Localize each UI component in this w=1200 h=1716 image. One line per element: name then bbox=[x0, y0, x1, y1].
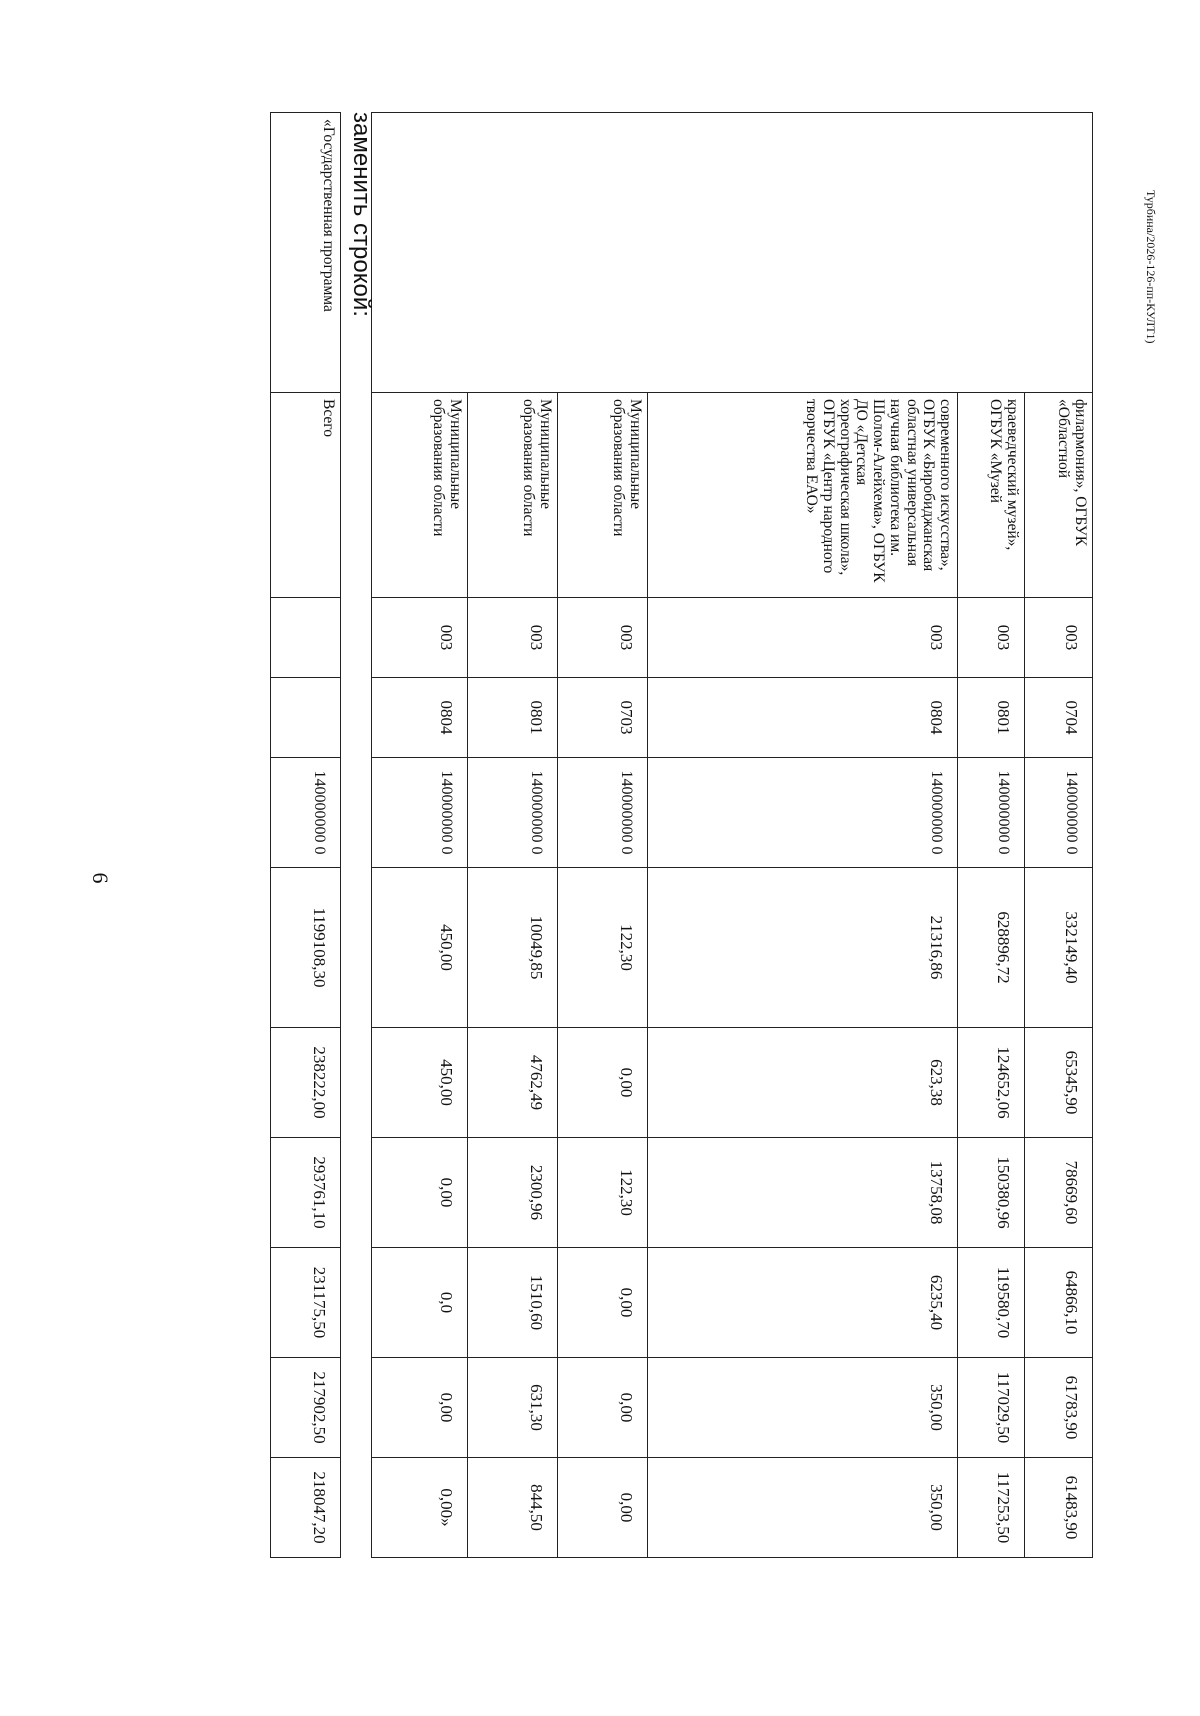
value-cell: 217902,50 bbox=[271, 1358, 341, 1458]
rz-cell: 0801 bbox=[958, 678, 1025, 758]
replace-label: заменить строкой: bbox=[348, 112, 375, 317]
grbs-cell: 003 bbox=[558, 598, 648, 678]
csr-cell: 140000000 0 bbox=[648, 758, 958, 868]
value-cell: 64866,10 bbox=[1025, 1248, 1093, 1358]
value-cell: 117029,50 bbox=[958, 1358, 1025, 1458]
value-cell: 231175,50 bbox=[271, 1248, 341, 1358]
org-cell: Муниципальные образования области bbox=[372, 393, 468, 598]
value-cell: 350,00 bbox=[648, 1458, 958, 1558]
value-cell: 13758,08 bbox=[648, 1138, 958, 1248]
rz-cell: 0804 bbox=[372, 678, 468, 758]
value-cell: 6235,40 bbox=[648, 1248, 958, 1358]
program-cell: «Государственная программа bbox=[271, 113, 341, 393]
value-cell: 119580,70 bbox=[958, 1248, 1025, 1358]
value-cell: 450,00 bbox=[372, 1028, 468, 1138]
value-cell: 238222,00 bbox=[271, 1028, 341, 1138]
value-cell: 293761,10 bbox=[271, 1138, 341, 1248]
value-cell: 117253,50 bbox=[958, 1458, 1025, 1558]
org-cell: Муниципальные образования области bbox=[468, 393, 558, 598]
value-cell: 122,30 bbox=[558, 868, 648, 1028]
rotated-document-body bbox=[153, 112, 1093, 1612]
csr-cell: 140000000 0 bbox=[1025, 758, 1093, 868]
page-number: 6 bbox=[88, 872, 113, 884]
org-cell: краеведческий музей», ОГБУК «Музей bbox=[958, 393, 1025, 598]
replace-instruction bbox=[347, 112, 375, 1612]
value-cell: 218047,20 bbox=[271, 1458, 341, 1558]
value-cell: 78669,60 bbox=[1025, 1138, 1093, 1248]
csr-cell: 140000000 0 bbox=[271, 758, 341, 868]
csr-cell: 140000000 0 bbox=[468, 758, 558, 868]
value-cell: 0,00 bbox=[558, 1248, 648, 1358]
org-cell: современного искусства», ОГБУК «Биробиджанская областная универсальная научная библиотека им. Шолом-Алейхема», ОГБУК ДО «Детская хореографическая школа», ОГБУК «Центр народного творчества ЕАО» bbox=[648, 393, 958, 598]
value-cell: 21316,86 bbox=[648, 868, 958, 1028]
footer-document-code: Турбина/2026-126-пп-КУЛТ1) bbox=[1144, 190, 1158, 344]
grbs-cell: 003 bbox=[1025, 598, 1093, 678]
value-cell: 2300,96 bbox=[468, 1138, 558, 1248]
value-cell: 61783,90 bbox=[1025, 1358, 1093, 1458]
value-cell: 0,00 bbox=[558, 1358, 648, 1458]
budget-table bbox=[371, 112, 1093, 1558]
value-cell: 844,50 bbox=[468, 1458, 558, 1558]
value-cell: 124652,06 bbox=[958, 1028, 1025, 1138]
value-cell: 0,0 bbox=[372, 1248, 468, 1358]
value-cell: 1510,60 bbox=[468, 1248, 558, 1358]
value-cell: 150380,96 bbox=[958, 1138, 1025, 1248]
value-cell: 623,38 bbox=[648, 1028, 958, 1138]
table-row bbox=[1025, 113, 1093, 1558]
program-cell-empty bbox=[372, 113, 1093, 393]
rz-cell: 0801 bbox=[468, 678, 558, 758]
csr-cell: 140000000 0 bbox=[958, 758, 1025, 868]
rz-cell: 0704 bbox=[1025, 678, 1093, 758]
org-cell: Всего bbox=[271, 393, 341, 598]
value-cell: 450,00 bbox=[372, 868, 468, 1028]
grbs-cell: 003 bbox=[372, 598, 468, 678]
rz-cell bbox=[271, 678, 341, 758]
value-cell: 4762,49 bbox=[468, 1028, 558, 1138]
grbs-cell bbox=[271, 598, 341, 678]
rz-cell: 0703 bbox=[558, 678, 648, 758]
value-cell: 350,00 bbox=[648, 1358, 958, 1458]
value-cell: 631,30 bbox=[468, 1358, 558, 1458]
value-cell: 0,00» bbox=[372, 1458, 468, 1558]
csr-cell: 140000000 0 bbox=[558, 758, 648, 868]
grbs-cell: 003 bbox=[648, 598, 958, 678]
value-cell: 0,00 bbox=[372, 1358, 468, 1458]
value-cell: 0,00 bbox=[558, 1458, 648, 1558]
rz-cell: 0804 bbox=[648, 678, 958, 758]
grbs-cell: 003 bbox=[958, 598, 1025, 678]
value-cell: 0,00 bbox=[558, 1028, 648, 1138]
org-cell: филармония», ОГБУК «Областной bbox=[1025, 393, 1093, 598]
total-row bbox=[271, 113, 341, 1558]
value-cell: 0,00 bbox=[372, 1138, 468, 1248]
value-cell: 1199108,30 bbox=[271, 868, 341, 1028]
value-cell: 10049,85 bbox=[468, 868, 558, 1028]
footer bbox=[1140, 0, 1160, 1716]
csr-cell: 140000000 0 bbox=[372, 758, 468, 868]
value-cell: 332149,40 bbox=[1025, 868, 1093, 1028]
org-cell: Муниципальные образования области bbox=[558, 393, 648, 598]
value-cell: 628896,72 bbox=[958, 868, 1025, 1028]
value-cell: 65345,90 bbox=[1025, 1028, 1093, 1138]
grbs-cell: 003 bbox=[468, 598, 558, 678]
value-cell: 61483,90 bbox=[1025, 1458, 1093, 1558]
total-table bbox=[270, 112, 341, 1558]
value-cell: 122,30 bbox=[558, 1138, 648, 1248]
